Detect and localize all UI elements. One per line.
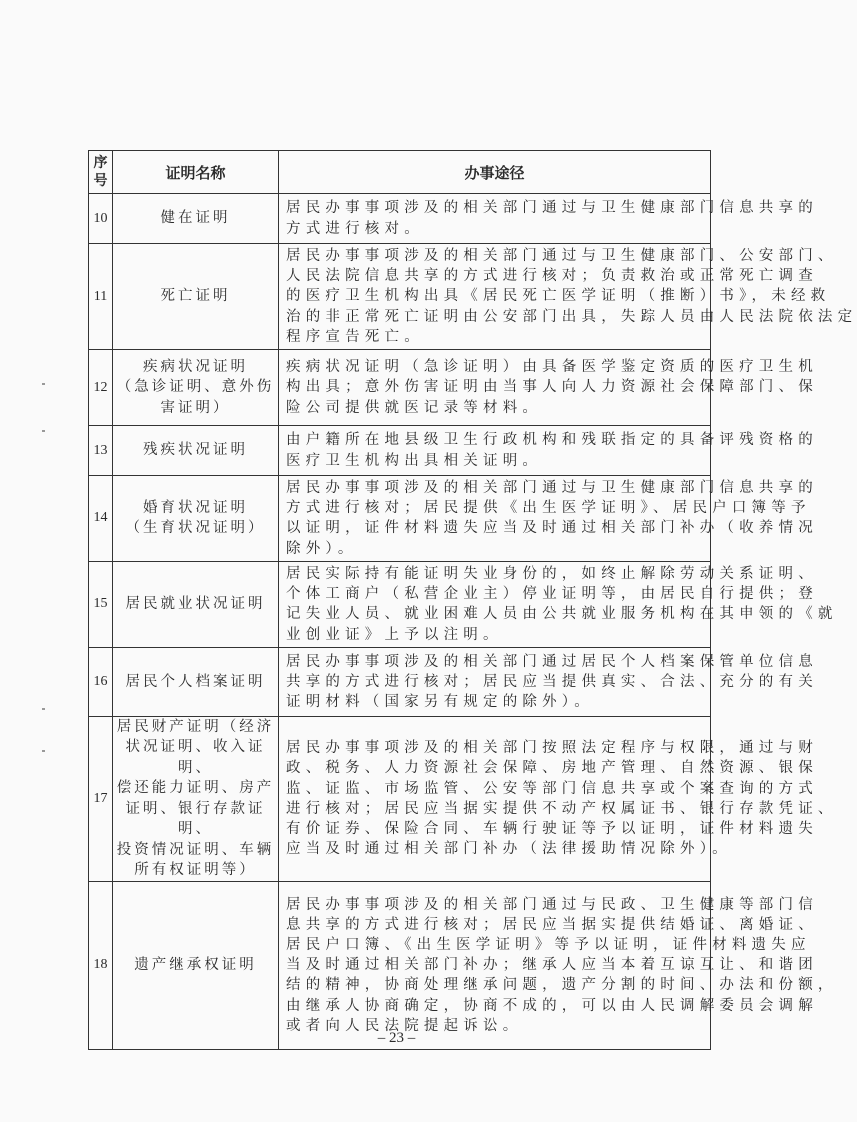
scan-speck bbox=[42, 750, 45, 752]
table-row bbox=[89, 476, 711, 562]
scan-speck bbox=[42, 383, 45, 385]
table-row bbox=[89, 350, 711, 426]
handling-method: 由户籍所在地县级卫生行政机构和残联指定的具备评残资格的 医疗卫生机构出具相关证明。 bbox=[279, 426, 711, 476]
certificate-name: 健在证明 bbox=[113, 194, 279, 244]
handling-method: 居民实际持有能证明失业身份的，如终止解除劳动关系证明、 个体工商户（私营企业主）停业证明等，由居民自行提供；登 记失业人员、就业困难人员由公共就业服务机构在其申领的《就 业创业证》上予以注明。 bbox=[279, 561, 711, 647]
handling-method: 疾病状况证明（急诊证明）由具备医学鉴定资质的医疗卫生机 构出具；意外伤害证明由当事人向人力资源社会保障部门、保 险公司提供就医记录等材料。 bbox=[279, 350, 711, 426]
certificate-name: 残疾状况证明 bbox=[113, 426, 279, 476]
row-number: 18 bbox=[89, 881, 113, 1049]
table-row bbox=[89, 244, 711, 350]
row-number: 11 bbox=[89, 244, 113, 350]
handling-method: 居民办事事项涉及的相关部门按照法定程序与权限，通过与财 政、税务、人力资源社会保障、房地产管理、自然资源、银保 监、证监、市场监管、公安等部门信息共享或个案查询的方式 进行核对；居民应当据实提供不动产权属证书、银行存款凭证、 有价证券、保险合同、车辆行驶证等予以证明，证件材料遗失 应当及时通过相关部门补办（法律援助情况除外）。 bbox=[279, 716, 711, 881]
certificate-name: 居民就业状况证明 bbox=[113, 561, 279, 647]
handling-method: 居民办事事项涉及的相关部门通过居民个人档案保管单位信息 共享的方式进行核对；居民应当提供真实、合法、充分的有关 证明材料（国家另有规定的除外）。 bbox=[279, 647, 711, 716]
table-row bbox=[89, 647, 711, 716]
handling-method: 居民办事事项涉及的相关部门通过与卫生健康部门、公安部门、 人民法院信息共享的方式进行核对；负责救治或正常死亡调查 的医疗卫生机构出具《居民死亡医学证明（推断）书》，未经救 治的非正常死亡证明由公安部门出具，失踪人员由人民法院依法定 程序宣告死亡。 bbox=[279, 244, 711, 350]
header-no: 序 号 bbox=[89, 151, 113, 194]
row-number: 10 bbox=[89, 194, 113, 244]
certificate-name: 婚育状况证明 （生育状况证明） bbox=[113, 476, 279, 562]
table-row bbox=[89, 716, 711, 881]
table-row bbox=[89, 426, 711, 476]
header-way: 办事途径 bbox=[279, 151, 711, 194]
table-header-row bbox=[89, 151, 711, 194]
table-row bbox=[89, 194, 711, 244]
handling-method: 居民办事事项涉及的相关部门通过与卫生健康部门信息共享的 方式进行核对；居民提供《出生医学证明》、居民户口簿等予 以证明，证件材料遗失应当及时通过相关部门补办（收养情况 除外）。 bbox=[279, 476, 711, 562]
table-row bbox=[89, 561, 711, 647]
scan-speck bbox=[42, 430, 45, 432]
table-row bbox=[89, 881, 711, 1049]
certificate-name: 居民财产证明（经济 状况证明、收入证明、 偿还能力证明、房产 证明、银行存款证明、 投资情况证明、车辆 所有权证明等） bbox=[113, 716, 279, 881]
row-number: 12 bbox=[89, 350, 113, 426]
row-number: 14 bbox=[89, 476, 113, 562]
row-number: 16 bbox=[89, 647, 113, 716]
handling-method: 居民办事事项涉及的相关部门通过与民政、卫生健康等部门信 息共享的方式进行核对；居民应当据实提供结婚证、离婚证、 居民户口簿、《出生医学证明》等予以证明，证件材料遗失应 当及时通过相关部门补办；继承人应当本着互谅互让、和谐团 结的精神，协商处理继承问题，遗产分割的时间、办法和份额， 由继承人协商确定，协商不成的，可以由人民调解委员会调解 或者向人民法院提起诉讼。 bbox=[279, 881, 711, 1049]
certificate-table bbox=[88, 150, 857, 1050]
scan-speck bbox=[42, 708, 45, 710]
certificate-name: 居民个人档案证明 bbox=[113, 647, 279, 716]
certificate-name: 死亡证明 bbox=[113, 244, 279, 350]
handling-method: 居民办事事项涉及的相关部门通过与卫生健康部门信息共享的 方式进行核对。 bbox=[279, 194, 711, 244]
certificate-name: 疾病状况证明 （急诊证明、意外伤 害证明） bbox=[113, 350, 279, 426]
page-number: – 23 – bbox=[377, 1030, 416, 1046]
row-number: 13 bbox=[89, 426, 113, 476]
row-number: 15 bbox=[89, 561, 113, 647]
header-name: 证明名称 bbox=[113, 151, 279, 194]
row-number: 17 bbox=[89, 716, 113, 881]
certificate-name: 遗产继承权证明 bbox=[113, 881, 279, 1049]
